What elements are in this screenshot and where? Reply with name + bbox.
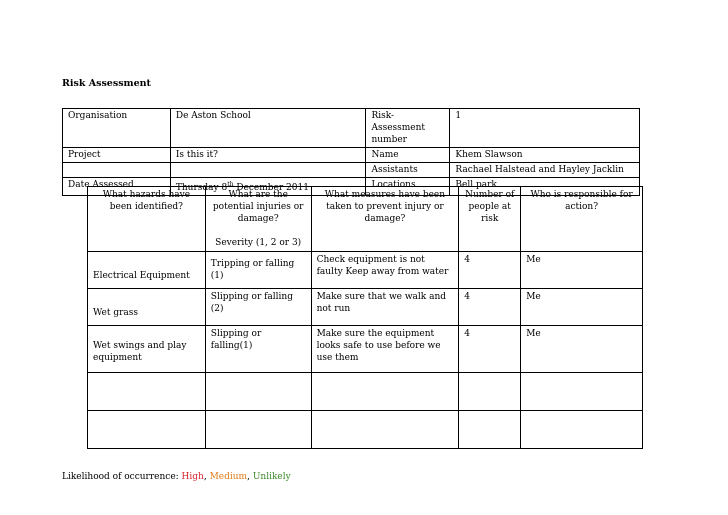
table-row: [88, 411, 643, 449]
harm-text: Tripping or falling (1): [210, 259, 295, 281]
people-cell: 4: [459, 326, 521, 373]
harm-cell: [205, 252, 311, 289]
hazard-cell: [88, 326, 206, 373]
locations-label: Locations: [366, 178, 450, 196]
ra-number-value: 1: [450, 109, 640, 148]
header-hazards: What hazards have been identified?: [88, 187, 206, 252]
locations-value: Bell park: [450, 178, 640, 196]
hazard-text: Wet swings and play equipment: [93, 341, 187, 363]
hazard-text: Electrical Equipment: [93, 271, 190, 281]
hazard-cell: [88, 289, 206, 326]
hazard-text: Wet grass: [93, 308, 138, 318]
hazard-cell: [88, 373, 206, 411]
people-cell: 4: [459, 252, 521, 289]
legend-unlikely: Unlikely: [252, 472, 291, 482]
legend-high: High: [181, 472, 204, 482]
responsible-cell: Me: [521, 252, 643, 289]
table-row: [88, 289, 643, 326]
measures-cell: Make sure that we walk and not run: [311, 289, 459, 326]
hazard-table-header: [88, 187, 643, 252]
project-value: Is this it?: [170, 148, 366, 163]
likelihood-legend: [62, 472, 291, 482]
responsible-cell: Me: [521, 289, 643, 326]
measures-cell: [311, 373, 459, 411]
people-cell: [459, 411, 521, 449]
document-title: Risk Assessment: [62, 78, 151, 89]
table-row: [88, 252, 643, 289]
name-label: Name: [366, 148, 450, 163]
responsible-cell: [521, 411, 643, 449]
measures-cell: Make sure the equipment looks safe to use before we use them: [311, 326, 459, 373]
blank-cell: [170, 163, 366, 178]
header-measures: What measures have been taken to prevent injury or damage?: [311, 187, 459, 252]
date-value-day: Thursday 8: [175, 183, 228, 193]
harm-cell: Slipping or falling (2): [205, 289, 311, 326]
header-table: [62, 108, 640, 196]
legend-medium: Medium: [209, 472, 248, 482]
header-harm-text: What are the potential injuries or damage?: [212, 190, 304, 224]
harm-cell: Slipping or falling(1): [205, 326, 311, 373]
assistants-label: Assistants: [366, 163, 450, 178]
ra-number-label: Risk-Assessment number: [366, 109, 450, 148]
harm-cell: [205, 373, 311, 411]
organisation-value: De Aston School: [170, 109, 366, 148]
header-row-project: [63, 148, 640, 163]
hazard-cell: [88, 252, 206, 289]
legend-prefix: Likelihood of occurrence:: [62, 472, 182, 482]
responsible-cell: Me: [521, 326, 643, 373]
header-responsible: Who is responsible for action?: [521, 187, 643, 252]
harm-cell: [205, 411, 311, 449]
hazard-table: [87, 186, 643, 449]
measures-cell: [311, 411, 459, 449]
header-severity: Severity (1, 2 or 3): [215, 238, 302, 248]
measures-cell: Check equipment is not faulty Keep away from water: [311, 252, 459, 289]
assistants-value: Rachael Halstead and Hayley Jacklin: [450, 163, 640, 178]
organisation-label: Organisation: [63, 109, 171, 148]
people-cell: [459, 373, 521, 411]
header-harm: [205, 187, 311, 252]
header-row-organisation: [63, 109, 640, 148]
responsible-cell: [521, 373, 643, 411]
date-label: Date Assessed: [63, 178, 171, 196]
date-value-rest: December 2011: [233, 183, 309, 193]
project-label: Project: [63, 148, 171, 163]
hazard-cell: [88, 411, 206, 449]
legend-sep: ,: [203, 472, 210, 482]
header-row-assistants: [63, 163, 640, 178]
legend-sep: ,: [247, 472, 253, 482]
table-row: [88, 326, 643, 373]
people-cell: 4: [459, 289, 521, 326]
table-row: [88, 373, 643, 411]
blank-cell: [63, 163, 171, 178]
name-value: Khem Slawson: [450, 148, 640, 163]
header-people: Number of people at risk: [459, 187, 521, 252]
date-value-suffix: th: [227, 181, 234, 188]
